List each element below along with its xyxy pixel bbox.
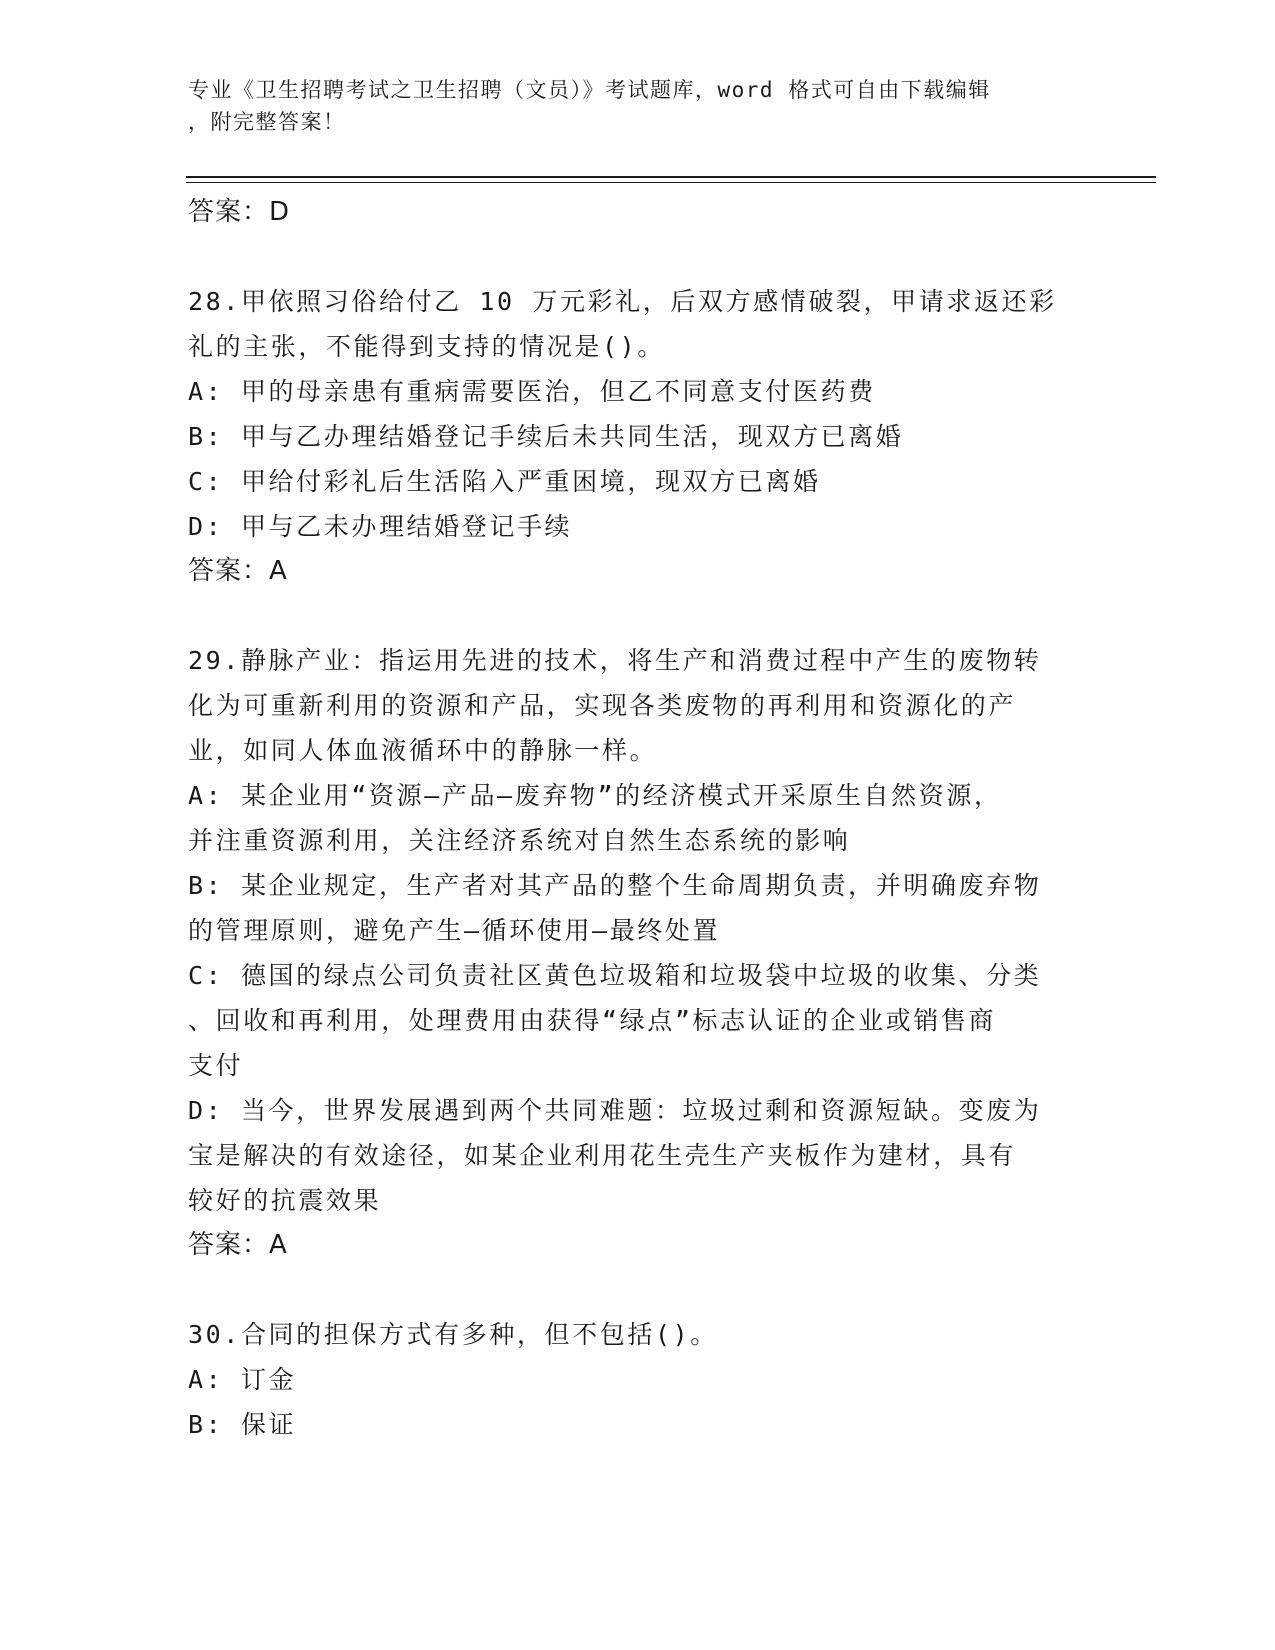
- question-text: 业，如同人体血液循环中的静脉一样。: [188, 736, 658, 765]
- spacer: [188, 235, 1088, 279]
- question-block: [188, 279, 1088, 594]
- answer-line: 答案：A: [188, 1230, 288, 1260]
- option-d-cont: 较好的抗震效果: [188, 1186, 382, 1215]
- option-d: D: 当今，世界发展遇到两个共同难题：垃圾过剩和资源短缺。变废为: [188, 1096, 1042, 1125]
- content: [188, 190, 1088, 1447]
- option-d-cont: 宝是解决的有效途径，如某企业利用花生壳生产夹板作为建材，具有: [188, 1141, 1017, 1170]
- question-text: 28.甲依照习俗给付乙 10 万元彩礼，后双方感情破裂，甲请求返还彩: [188, 287, 1057, 316]
- option-b: B: 保证: [188, 1410, 297, 1439]
- spacer: [188, 594, 1088, 638]
- option-c: C: 甲给付彩礼后生活陷入严重困境，现双方已离婚: [188, 467, 821, 496]
- question-block: [188, 1312, 1088, 1447]
- option-d: D: 甲与乙未办理结婚登记手续: [188, 512, 573, 541]
- spacer: [188, 1268, 1088, 1312]
- option-a: A: 某企业用“资源—产品—废弃物”的经济模式开采原生自然资源，: [188, 781, 1002, 810]
- header-rule-thin: [186, 182, 1156, 183]
- question-text: 30.合同的担保方式有多种，但不包括()。: [188, 1320, 718, 1349]
- question-text: 化为可重新利用的资源和产品，实现各类废物的再利用和资源化的产: [188, 691, 1017, 720]
- option-c-cont: 支付: [188, 1051, 244, 1080]
- option-a: A: 订金: [188, 1365, 297, 1394]
- option-c-cont: 、回收和再利用，处理费用由获得“绿点”标志认证的企业或销售商: [188, 1006, 997, 1035]
- question-text: 礼的主张，不能得到支持的情况是()。: [188, 332, 665, 361]
- header-line-1: 专业《卫生招聘考试之卫生招聘（文员）》考试题库，word 格式可自由下载编辑: [188, 78, 991, 102]
- option-c: C: 德国的绿点公司负责社区黄色垃圾箱和垃圾袋中垃圾的收集、分类: [188, 961, 1042, 990]
- question-text: 29.静脉产业：指运用先进的技术，将生产和消费过程中产生的废物转: [188, 646, 1042, 675]
- question-block: [188, 638, 1088, 1268]
- option-b-cont: 的管理原则，避免产生—循环使用—最终处置: [188, 916, 721, 945]
- header-rule: [186, 176, 1156, 178]
- option-a-cont: 并注重资源利用，关注经济系统对自然生态系统的影响: [188, 826, 851, 855]
- header-line-2: ，附完整答案！: [188, 110, 346, 134]
- option-b: B: 某企业规定，生产者对其产品的整个生命周期负责，并明确废弃物: [188, 871, 1042, 900]
- answer-line: 答案：A: [188, 556, 288, 586]
- page-header: [188, 74, 1068, 138]
- answer-line: 答案：D: [188, 197, 291, 227]
- option-b: B: 甲与乙办理结婚登记手续后未共同生活，现双方已离婚: [188, 422, 904, 451]
- option-a: A: 甲的母亲患有重病需要医治，但乙不同意支付医药费: [188, 377, 876, 406]
